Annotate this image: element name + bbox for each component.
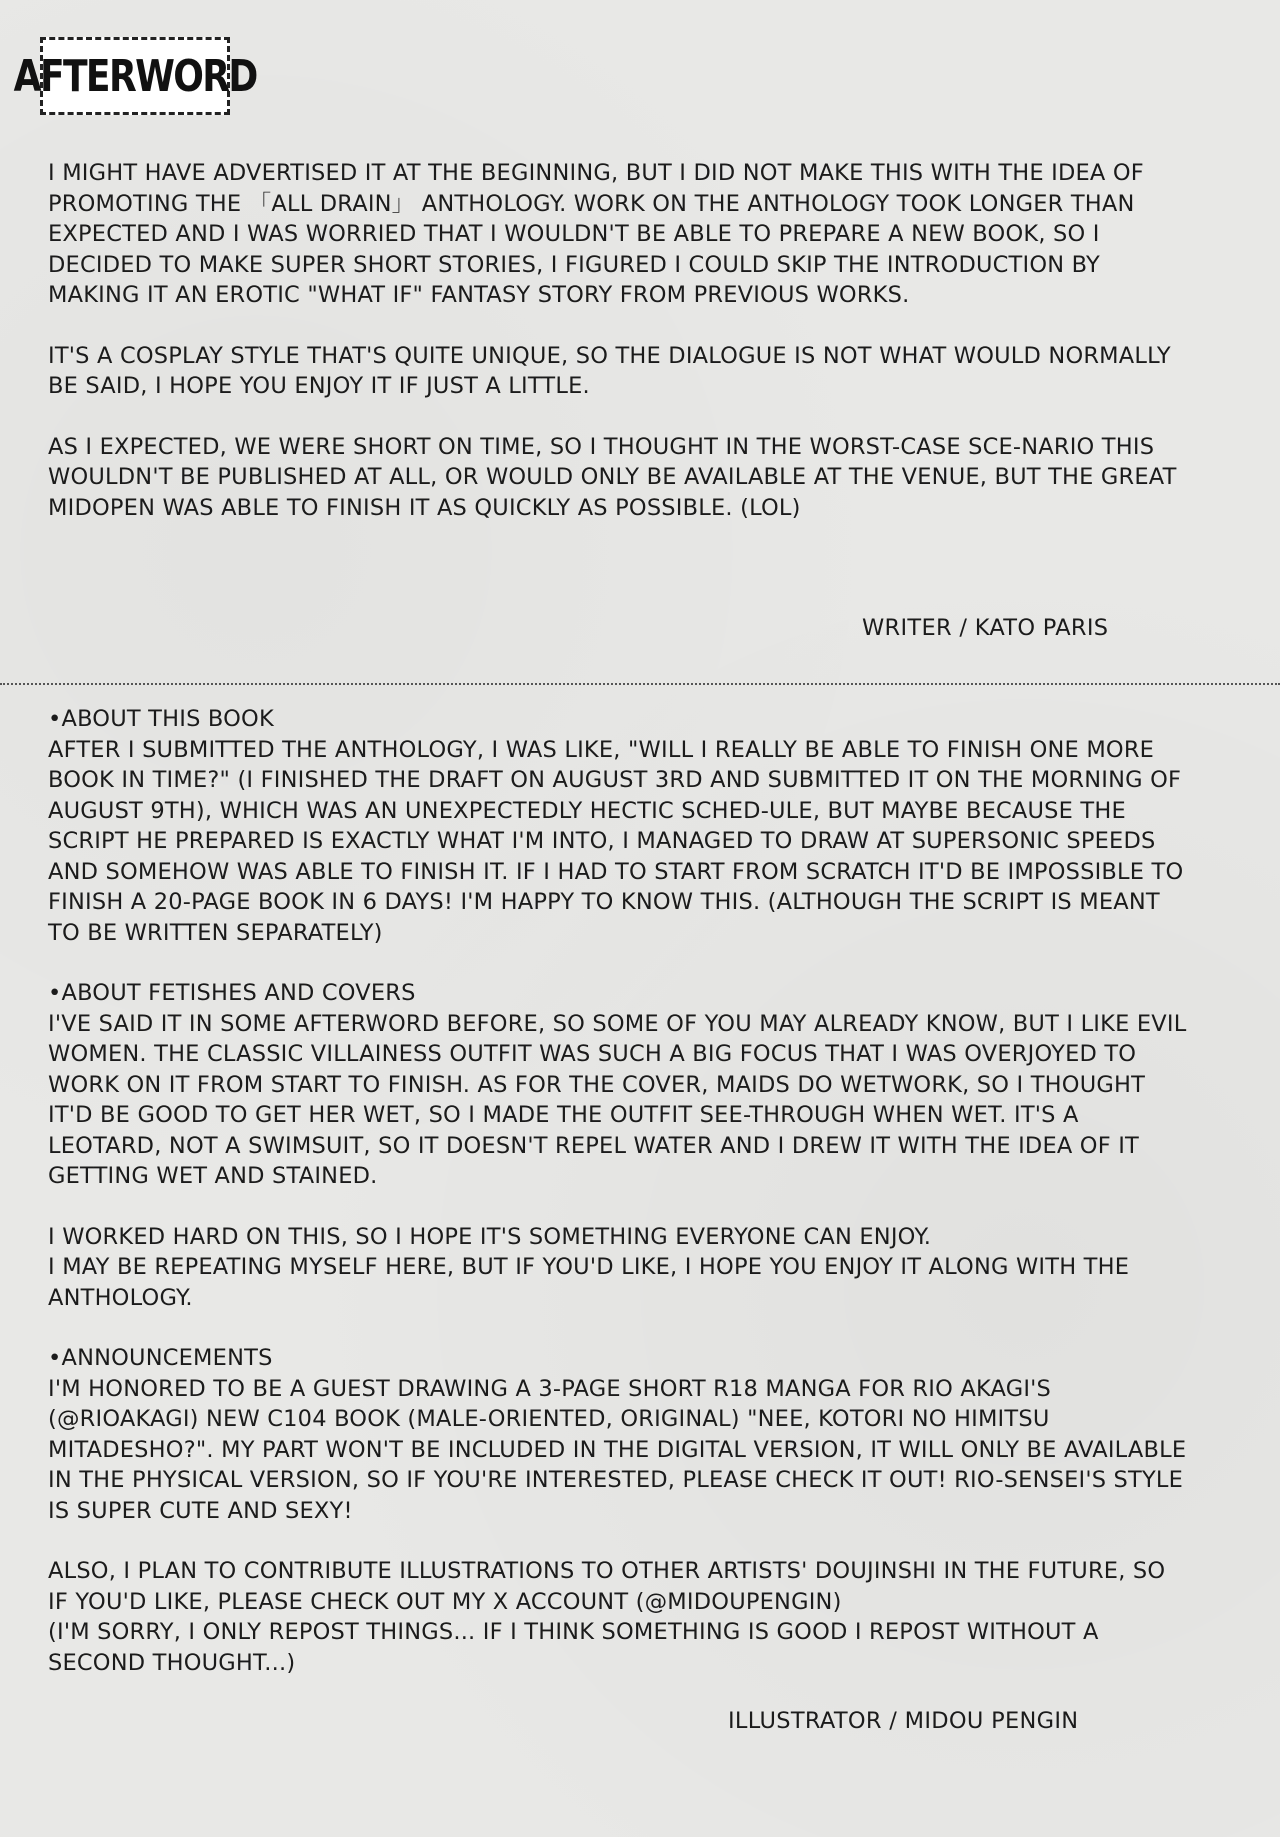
writer-paragraph-2: IT'S A COSPLAY STYLE THAT'S QUITE UNIQUE, SO THE DIALOGUE IS NOT WHAT WOULD NORMALLY BE SAID, I HOPE YOU ENJOY IT IF JUST A LITTLE. (48, 342, 1171, 399)
text-also: ALSO, I PLAN TO CONTRIBUTE ILLUSTRATIONS TO OTHER ARTISTS' DOUJINSHI IN THE FUTURE, SO IF YOU'D LIKE, PLEASE CHECK OUT MY X ACCOUNT (@MIDOUPENGIN) (I'M SORRY, I ONLY REPOST THINGS... IF I THINK SOMETHING IS GOOD I REPOST WITHOUT A SECOND THOUGHT...) (48, 1558, 1166, 1676)
heading-about-this-book: •ABOUT THIS BOOK (48, 706, 274, 732)
block-about-this-book (48, 704, 1188, 948)
text-fetishes-covers: I'VE SAID IT IN SOME AFTERWORD BEFORE, SO SOME OF YOU MAY ALREADY KNOW, BUT I LIKE EVIL WOMEN. THE CLASSIC VILLAINESS OUTFIT WAS SUCH A BIG FOCUS THAT I WAS OVERJOYED TO WORK ON IT FROM START TO FINISH. AS FOR THE COVER, MAIDS DO WETWORK, SO I THOUGHT IT'D BE GOOD TO GET HER WET, SO I MADE THE OUTFIT SEE-THROUGH WHEN WET. IT'S A LEOTARD, NOT A SWIMSUIT, SO IT DOESN'T REPEL WATER AND I DREW IT WITH THE IDEA OF IT GETTING WET AND STAINED. (48, 1010, 1187, 1189)
writer-paragraph-3: AS I EXPECTED, WE WERE SHORT ON TIME, SO I THOUGHT IN THE WORST-CASE SCE-NARIO THIS WOULDN'T BE PUBLISHED AT ALL, OR WOULD ONLY BE AVAILABLE AT THE VENUE, BUT THE GREAT MIDOPEN WAS ABLE TO FINISH IT AS QUICKLY AS POSSIBLE. (LOL) (48, 433, 1177, 521)
text-announcements: I'M HONORED TO BE A GUEST DRAWING A 3-PAGE SHORT R18 MANGA FOR RIO AKAGI'S (@RIOAKAGI) NEW C104 BOOK (MALE-ORIENTED, ORIGINAL) "NEE, KOTORI NO HIMITSU MITADESHO?". MY PART WON'T BE INCLUDED IN THE DIGITAL VERSION, IT WILL ONLY BE AVAILABLE IN THE PHYSICAL VERSION, SO IF YOU'RE INTERESTED, PLEASE CHECK IT OUT! RIO-SENSEI'S STYLE IS SUPER CUTE AND SEXY! (48, 1375, 1187, 1524)
page-title: AFTERWORD (13, 50, 257, 102)
writer-section (48, 158, 1188, 553)
illustrator-signature: ILLUSTRATOR / MIDOU PENGIN (728, 1708, 1079, 1734)
illustrator-section (48, 704, 1188, 1708)
afterword-title-box (13, 37, 257, 115)
text-worked-hard: I WORKED HARD ON THIS, SO I HOPE IT'S SOMETHING EVERYONE CAN ENJOY. I MAY BE REPEATING MYSELF HERE, BUT IF YOU'D LIKE, I HOPE YOU ENJOY IT ALONG WITH THE ANTHOLOGY. (48, 1223, 1130, 1311)
writer-paragraph-1: I MIGHT HAVE ADVERTISED IT AT THE BEGINNING, BUT I DID NOT MAKE THIS WITH THE IDEA OF PROMOTING THE 「ALL DRAIN」 ANTHOLOGY. WORK ON THE ANTHOLOGY TOOK LONGER THAN EXPECTED AND I WAS WORRIED THAT I WOULDN'T BE ABLE TO PREPARE A NEW BOOK, SO I DECIDED TO MAKE SUPER SHORT STORIES, I FIGURED I COULD SKIP THE INTRODUCTION BY MAKING IT AN EROTIC "WHAT IF" FANTASY STORY FROM PREVIOUS WORKS. (48, 160, 1144, 308)
block-worked-hard (48, 1222, 1188, 1314)
block-announcements (48, 1343, 1188, 1526)
writer-signature: WRITER / KATO PARIS (862, 615, 1109, 641)
block-fetishes-covers (48, 978, 1188, 1192)
heading-fetishes-covers: •ABOUT FETISHES AND COVERS (48, 980, 416, 1006)
text-about-this-book: AFTER I SUBMITTED THE ANTHOLOGY, I WAS LIKE, "WILL I REALLY BE ABLE TO FINISH ONE MORE BOOK IN TIME?" (I FINISHED THE DRAFT ON AUGUST 3RD AND SUBMITTED IT ON THE MORNING OF AUGUST 9TH), WHICH WAS AN UNEXPECTEDLY HECTIC SCHED-ULE, BUT MAYBE BECAUSE THE SCRIPT HE PREPARED IS EXACTLY WHAT I'M INTO, I MANAGED TO DRAW AT SUPERSONIC SPEEDS AND SOMEHOW WAS ABLE TO FINISH IT. IF I HAD TO START FROM SCRATCH IT'D BE IMPOSSIBLE TO FINISH A 20-PAGE BOOK IN 6 DAYS! I'M HAPPY TO KNOW THIS. (ALTHOUGH THE SCRIPT IS MEANT TO BE WRITTEN SEPARATELY) (48, 736, 1184, 946)
heading-announcements: •ANNOUNCEMENTS (48, 1345, 273, 1371)
block-also (48, 1556, 1188, 1678)
section-divider (0, 683, 1280, 685)
